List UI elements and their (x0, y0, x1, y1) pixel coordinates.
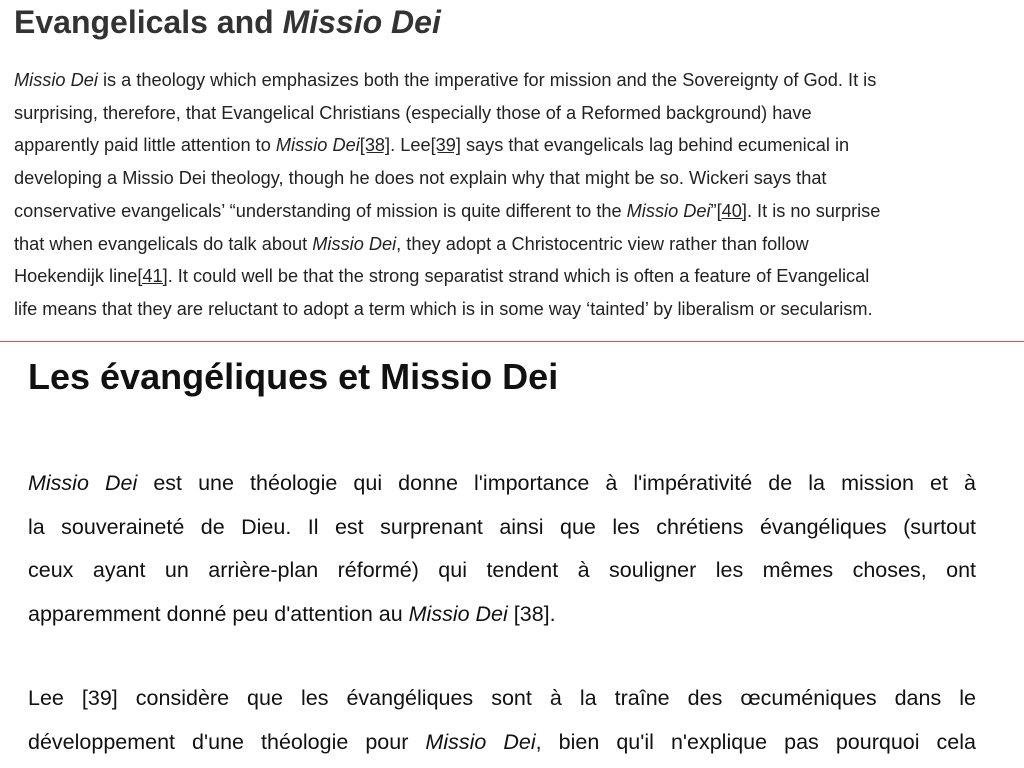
english-line-2 (14, 97, 1018, 130)
french-p2-line-2 (28, 721, 976, 765)
french-p1-line-2-text: la souveraineté de Dieu. Il est surprenant ainsi que les chrétiens évangéliques (surtout (28, 514, 976, 539)
english-line-3-text-b: . Lee (390, 135, 431, 156)
french-p1-line-4-text-b: [38]. (507, 601, 556, 626)
missio-dei-term: Missio Dei (425, 729, 536, 754)
missio-dei-term: Missio Dei (408, 601, 508, 626)
english-line-7-text-a: Hoekendijk line (14, 266, 138, 287)
french-paragraph-2 (28, 677, 988, 764)
missio-dei-term: Missio Dei (28, 471, 138, 495)
english-heading-italic: Missio Dei (282, 4, 441, 40)
english-line-3-text-a: apparently paid little attention to (14, 135, 276, 156)
english-paragraph (14, 64, 1018, 326)
english-line-2-text: surprising, therefore, that Evangelical Christians (especially those of a Reformed background) have (14, 102, 812, 123)
english-excerpt (0, 0, 1024, 341)
french-p1-line-3-text: ceux ayant un arrière-plan réformé) qui tendent à souligner les mêmes choses, ont (28, 558, 976, 582)
french-heading: Les évangéliques et Missio Dei (28, 356, 559, 397)
english-line-7-text-b: . It could well be that the strong separatist strand which is often a feature of Evangelical (167, 266, 870, 287)
english-line-6 (14, 228, 1018, 261)
french-p1-line-4-text-a: apparemment donné peu d'attention au (28, 601, 409, 626)
english-line-3 (14, 129, 1018, 162)
english-line-5 (14, 195, 1018, 228)
footnote-link-41[interactable]: [41] (137, 266, 168, 287)
missio-dei-term: Missio Dei (626, 200, 711, 221)
missio-dei-term: Missio Dei (14, 70, 98, 90)
missio-dei-term: Missio Dei (275, 135, 360, 156)
english-line-6-text-a: that when evangelicals do talk about (14, 233, 313, 254)
french-p1-line-4 (28, 593, 988, 637)
english-line-5-text-a: conservative evangelicals’ “understanding of mission is quite different to the (14, 200, 627, 221)
english-line-5-text-c: . It is no surprise (746, 200, 881, 221)
french-p1-line-2 (28, 506, 976, 550)
french-p2-line-1 (28, 677, 976, 721)
english-line-1-text: is a theology which emphasizes both the imperative for mission and the Sovereignty of God. It is (97, 70, 877, 90)
french-paragraph-1 (28, 462, 988, 636)
footnote-link-40[interactable]: [40] (716, 200, 747, 221)
english-heading-plain: Evangelicals and (14, 4, 283, 40)
french-p1-line-3 (28, 549, 976, 593)
french-p2-line-2-text-b: , bien qu'il n'explique pas pourquoi cela (535, 729, 976, 754)
english-line-7 (14, 260, 1018, 293)
footnote-link-38[interactable]: [38] (359, 135, 391, 156)
french-p1-line-1 (28, 462, 976, 506)
french-p1-line-1-text: est une théologie qui donne l'importance à l'impérativité de la mission et à (137, 471, 976, 495)
missio-dei-term: Missio Dei (312, 233, 397, 254)
french-p2-line-1-text: Lee [39] considère que les évangéliques sont à la traîne des œcuméniques dans le (28, 686, 976, 710)
english-line-4 (14, 162, 1018, 195)
english-line-5-text-b: ” (710, 200, 717, 221)
english-heading (14, 2, 441, 42)
english-line-8-text: life means that they are reluctant to adopt a term which is in some way ‘tainted’ by liberalism or secularism. (14, 298, 873, 319)
english-line-3-text-c: says that evangelicals lag behind ecumenical in (460, 135, 850, 156)
english-line-6-text-b: , they adopt a Christocentric view rather than follow (396, 233, 809, 254)
footnote-link-39[interactable]: [39] (430, 135, 461, 156)
english-line-1 (14, 64, 1018, 97)
french-excerpt (0, 342, 1024, 768)
french-p2-line-2-text-a: développement d'une théologie pour (28, 729, 426, 754)
english-line-8 (14, 293, 1018, 326)
english-line-4-text: developing a Missio Dei theology, though he does not explain why that might be so. Wickeri says that (14, 168, 827, 189)
